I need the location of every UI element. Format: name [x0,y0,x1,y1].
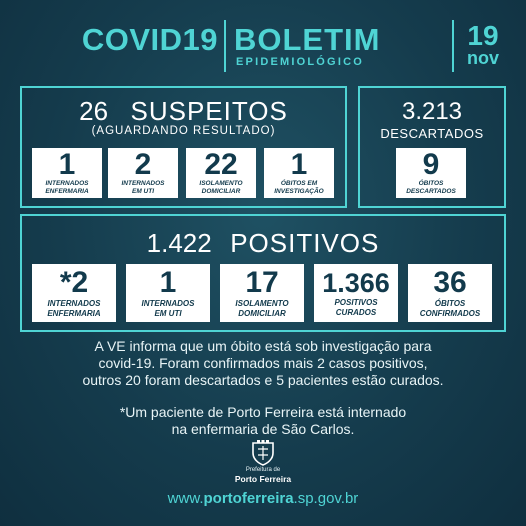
card-value: 1 [58,148,76,181]
suspeitos-card [186,148,256,198]
card-label-line2: CONFIRMADOS [419,309,481,319]
positivos-count: 1.422 [146,228,212,258]
card-label-line1: INTERNADOS [47,299,101,308]
suspeitos-card [264,148,334,198]
positivos-card [220,264,304,322]
logo-prefeitura: Prefeitura de [245,467,281,473]
card-label-line1: INTERNADOS [45,180,89,187]
card-label-line1: INTERNADOS [141,299,195,308]
card-label-line2: CURADOS [335,308,377,318]
header-divider [452,20,454,72]
url-prefix: www. [167,490,204,507]
suspeitos-headline [22,96,345,127]
url-domain: portoferreira [203,490,294,507]
positivos-panel [20,214,506,332]
positivos-card [408,264,492,322]
suspeitos-label: SUSPEITOS [130,96,288,126]
header-divider [224,20,226,72]
descartados-label: DESCARTADOS [380,126,484,141]
website-url[interactable] [0,490,526,507]
positivos-card [32,264,116,322]
card-label-line1: ISOLAMENTO [235,299,289,308]
card-label-line1: ÓBITOS [434,299,466,308]
card-label-line2: ENFERMARIA [47,309,101,319]
note-paragraph [0,404,526,438]
card-label-line1: ÓBITOS EM [280,180,318,187]
card-label-line2: INVESTIGAÇÃO [274,187,324,195]
card-value: 2 [134,148,152,181]
info-paragraph [0,338,526,389]
descartados-panel [358,86,506,208]
card-value: 1 [159,266,177,299]
suspeitos-card [108,148,178,198]
card-value: 1 [290,148,308,181]
card-value: 22 [204,148,238,181]
descartados-card [396,148,466,198]
note-line: *Um paciente de Porto Ferreira está internado [119,404,407,420]
card-label-line2: EM UTI [131,187,155,195]
note-line: na enfermaria de São Carlos. [171,421,355,437]
card-label-line1: ÓBITOS [418,180,444,187]
card-value: *2 [59,266,89,299]
descartados-count: 3.213 [401,98,463,125]
card-label-line2: DESCARTADOS [406,187,456,195]
card-label-line1: INTERNADOS [121,180,165,187]
logo-city: Porto Ferreira [234,474,292,484]
suspeitos-sublabel: (AGUARDANDO RESULTADO) [91,125,276,137]
card-label-line2: ENFERMARIA [45,187,89,195]
card-value: 9 [422,148,440,181]
covid19-title: COVID19 [81,22,218,57]
positivos-card [314,264,398,322]
card-value: 17 [245,266,279,299]
card-label-line2: EM UTI [154,309,182,319]
card-value: 1.366 [322,268,390,298]
card-label-line2: DOMICILIAR [238,309,286,319]
url-suffix: .sp.gov.br [293,490,359,507]
card-label-line1: POSITIVOS [334,298,378,307]
suspeitos-count: 26 [79,96,109,126]
positivos-card [126,264,210,322]
info-line: covid-19. Foram confirmados mais 2 casos positivos, [98,355,428,371]
positivos-headline [22,228,504,259]
card-label-line1: ISOLAMENTO [199,180,243,187]
card-label-line2: DOMICILIAR [201,187,241,195]
date-day: 19 [467,20,499,51]
info-line: A VE informa que um óbito está sob investigação para [94,338,432,354]
epidemiologico-subtitle: EPIDEMIOLÓGICO [236,56,364,68]
coat-of-arms-icon [249,440,277,466]
positivos-label: POSITIVOS [230,228,380,258]
info-line: outros 20 foram descartados e 5 pacientes estão curados. [82,372,444,388]
suspeitos-card [32,148,102,198]
suspeitos-panel [20,86,347,208]
boletim-title: BOLETIM [234,22,381,57]
card-value: 36 [433,266,467,299]
date-month: nov [466,48,499,68]
